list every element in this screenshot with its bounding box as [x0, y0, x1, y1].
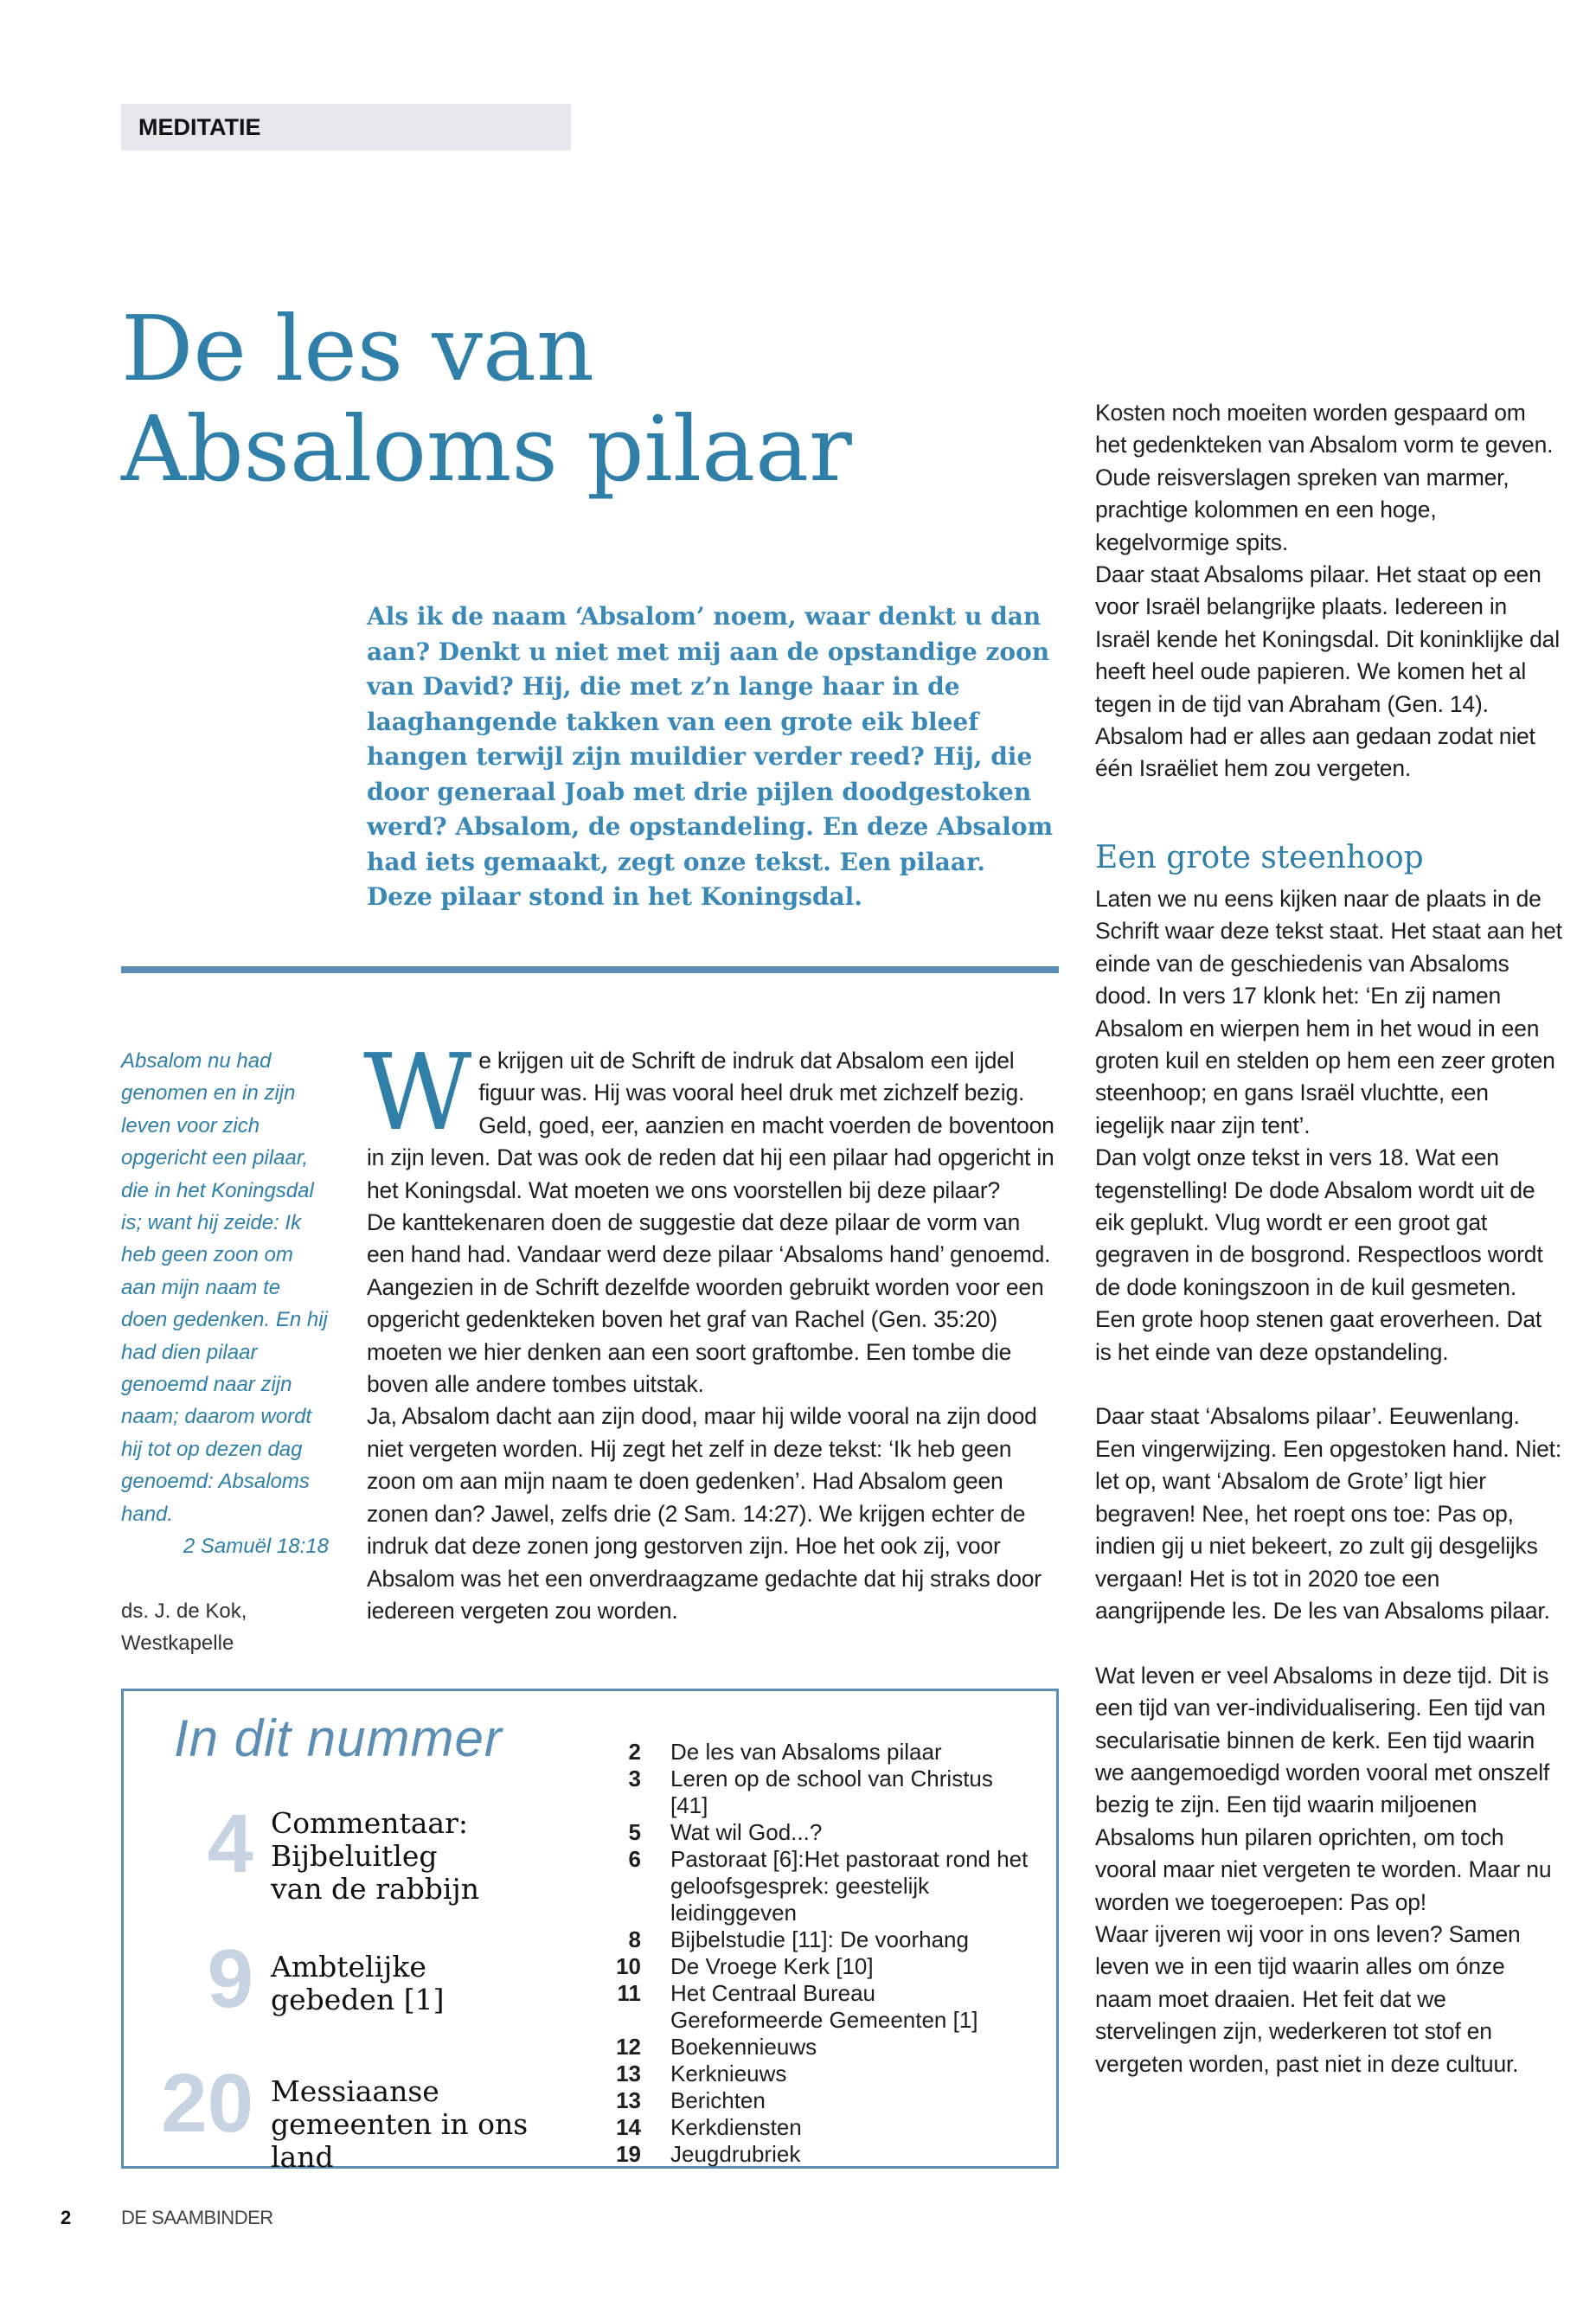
- feature-title: [271, 1807, 591, 1906]
- toc-item-title: Boekennieuws: [670, 2034, 817, 2060]
- toc-item-page: 13: [616, 2061, 641, 2086]
- lead-paragraph: Als ik de naam ‘Absalom’ noem, waar denkt u dan aan? Denkt u niet met mij aan de opstandige zoon van David? Hij, die met z’n lange haar in de laaghangende takken van een grote eik bleef hangen terwijl zijn muildier verder reed? Hij, die door generaal Joab met drie pijlen doodgestoken werd? Absalom, de opstandeling. En deze Absalom had iets gemaakt, zegt onze tekst. Een pilaar. Deze pilaar stond in het Koningsdal.: [367, 602, 1054, 911]
- toc-item[interactable]: [591, 1846, 1032, 1926]
- body-paragraph: Waar ijveren wij voor in ons leven? Samen leven we in een tijd waarin alles om ónze naam moet draaien. Het feit dat we stervelingen zijn, wederkeren tot stof en vergeten worden, past niet in deze cultuur.: [1095, 1920, 1521, 2077]
- drop-cap: W: [363, 1031, 472, 1154]
- toc-item-title: Leren op de school van Christus [41]: [670, 1766, 993, 1818]
- toc-item-title: Jeugdrubriek: [670, 2141, 801, 2167]
- toc-item-page: 13: [616, 2087, 641, 2113]
- body-column-right-top: [1095, 397, 1562, 785]
- toc-item[interactable]: [591, 2141, 1032, 2168]
- author-name: ds. J. de Kok,: [121, 1599, 247, 1623]
- toc-item[interactable]: [591, 2034, 1032, 2061]
- feature-title-line: gemeenten in ons land: [271, 2107, 529, 2174]
- footer-page-number: 2: [61, 2207, 72, 2228]
- toc-item-page: 2: [628, 1739, 641, 1765]
- toc-item[interactable]: [591, 1953, 1032, 1980]
- feature-title: [271, 1951, 591, 2016]
- toc-item[interactable]: [591, 1819, 1032, 1846]
- body-paragraph: Kosten noch moeiten worden gespaard om het gedenkteken van Absalom vorm te geven. Oude reisverslagen spreken van marmer, prachtige kolommen en een hoge, kegelvormige spits.: [1095, 400, 1554, 555]
- feature-title-line: van de rabbijn: [271, 1872, 479, 1906]
- title-line-2: Absaloms pilaar: [121, 396, 852, 502]
- toc-item-page: 8: [628, 1926, 641, 1952]
- toc-item-page: 3: [628, 1766, 641, 1791]
- toc-item-title: Berichten: [670, 2087, 766, 2113]
- quote-text: Absalom nu had genomen en in zijn leven voor zich opgericht een pilaar, die in het Koningsdal is; want hij zeide: Ik heb geen zoon om aan mijn naam te doen gedenken. En hij had dien pilaar genoemd naar zijn naam; daarom wordt hij tot op dezen dag genoemd: Absaloms hand.: [121, 1049, 328, 1526]
- toc-item[interactable]: [591, 1980, 1032, 2034]
- toc-item-title: Kerkdiensten: [670, 2114, 802, 2140]
- toc-item[interactable]: [591, 2061, 1032, 2087]
- toc-item-title: De Vroege Kerk [10]: [670, 1953, 874, 1979]
- toc-item-page: 12: [616, 2034, 641, 2060]
- quote-reference: 2 Samuël 18:18: [183, 1535, 329, 1559]
- toc-item-page: 19: [616, 2141, 641, 2167]
- toc-item-title: De les van Absaloms pilaar: [670, 1739, 942, 1765]
- author-byline: [121, 1595, 329, 1660]
- body-paragraph: Laten we nu eens kijken naar de plaats in de Schrift waar deze tekst staat. Het staat aan het einde van de geschiedenis van Absaloms dood. In vers 17 klonk het: ‘En zij namen Absalom en wierpen hem in het woud in een groten kuil en stelden op hem een zeer groten steenhoop; en gans Israël vluchtte, een iegelijk naar zijn tent’.: [1095, 886, 1562, 1138]
- toc-item-page: 14: [616, 2114, 641, 2140]
- feature-page-number: 20: [161, 2057, 253, 2150]
- subheading: Een grote steenhoop: [1095, 840, 1424, 875]
- toc-item-page: 5: [628, 1819, 641, 1845]
- feature-title-line: Bijbeluitleg: [271, 1839, 438, 1873]
- feature-page-number: 4: [207, 1798, 253, 1890]
- feature-title-line: Messiaanse: [271, 2074, 439, 2108]
- toc-item[interactable]: [591, 2087, 1032, 2114]
- toc-item-title: Wat wil God...?: [670, 1819, 823, 1845]
- toc-item-title: Pastoraat [6]:Het pastoraat rond het geloofsgesprek: geestelijk leidinggeven: [670, 1846, 1029, 1926]
- body-column-right: [1095, 883, 1562, 2080]
- toc-feature[interactable]: [139, 1932, 589, 2027]
- toc-feature[interactable]: [139, 1797, 589, 1906]
- toc-item-page: 11: [617, 1980, 641, 2006]
- body-paragraph: e krijgen uit de Schrift de indruk dat Absalom een ijdel figuur was. Hij was vooral heel druk met zichzelf bezig. Geld, goed, eer, aanzien en macht voerden de boventoon in zijn leven. Dat was ook de reden dat hij een pilaar had opgericht in het Koningsdal. Wat moeten we ons voorstellen bij deze pilaar?: [367, 1048, 1054, 1203]
- toc-item[interactable]: [591, 1926, 1032, 1953]
- feature-title: [271, 2075, 591, 2174]
- table-of-contents: [121, 1689, 1059, 2174]
- feature-page-number: 9: [207, 1932, 253, 2025]
- divider-rule: [121, 966, 1059, 973]
- toc-item[interactable]: [591, 2114, 1032, 2141]
- footer-magazine-name: DE SAAMBINDER: [121, 2207, 273, 2228]
- toc-item-page: 6: [628, 1846, 641, 1872]
- body-paragraph: Dan volgt onze tekst in vers 18. Wat een tegenstelling! De dode Absalom wordt uit de eik geplukt. Vlug wordt er een groot gat gegraven in de bosgrond. Respectloos wordt de dode koningszoon in de kuil gesmeten. Een grote hoop stenen gaat eroverheen. Dat is het einde van deze opstandeling.: [1095, 1144, 1543, 1365]
- toc-item[interactable]: [591, 1739, 1032, 1766]
- toc-feature[interactable]: [139, 2056, 589, 2174]
- scripture-quote: [121, 1045, 329, 1563]
- toc-item-title: Kerknieuws: [670, 2061, 787, 2086]
- toc-item[interactable]: [591, 1766, 1032, 1819]
- section-tag: MEDITATIE: [121, 104, 571, 151]
- toc-item-title: Bijbelstudie [11]: De voorhang: [670, 1926, 969, 1952]
- toc-list: [591, 1739, 1032, 2168]
- article-title: [121, 296, 1038, 502]
- feature-title-line: gebeden [1]: [271, 1983, 445, 2016]
- feature-title-line: Commentaar:: [271, 1806, 468, 1840]
- body-paragraph: De kanttekenaren doen de suggestie dat deze pilaar de vorm van een hand had. Vandaar werd deze pilaar ‘Absaloms hand’ genoemd. Aangezien in de Schrift dezelfde woorden gebruikt worden voor een opgericht gedenkteken boven het graf van Rachel (Gen. 35:20) moeten we hier denken aan een soort graftombe. Een tombe die boven alle andere tombes uitstak.: [367, 1209, 1051, 1398]
- toc-item-page: 10: [616, 1953, 641, 1979]
- body-paragraph: Ja, Absalom dacht aan zijn dood, maar hij wilde vooral na zijn dood niet vergeten worden. Hij zegt het zelf in deze tekst: ‘Ik heb geen zoon om aan mijn naam te doen gedenken’. Had Absalom geen zonen dan? Jawel, zelfs drie (2 Sam. 14:27). We krijgen echter de indruk dat deze zonen jong gestorven zijn. Hoe het ook zij, voor Absalom was het een onverdraagzame gedachte dat hij straks door iedereen vergeten zou worden.: [367, 1403, 1042, 1624]
- body-paragraph: Wat leven er veel Absaloms in deze tijd. Dit is een tijd van ver-individualisering. Een tijd van secularisatie binnen de kerk. Een tijd waarin we aangemoedigd worden vooral met onszelf bezig te zijn. Een tijd waarin miljoenen Absaloms hun pilaren oprichten, om toch vooral maar niet vergeten te worden. Maar nu worden we toegeroepen: Pas op!: [1095, 1662, 1552, 1915]
- author-place: Westkapelle: [121, 1631, 234, 1656]
- body-paragraph: Daar staat ‘Absaloms pilaar’. Eeuwenlang. Een vingerwijzing. Een opgestoken hand. Niet: let op, want ‘Absalom de Grote’ ligt hier begraven! Nee, het roept ons toe: Pas op, indien gij u niet bekeert, zo zult gij desgelijks vergaan! Het is tot in 2020 toe een aangrijpende les. De les van Absaloms pilaar.: [1095, 1403, 1562, 1624]
- toc-item-title: Het Centraal Bureau Gereformeerde Gemeenten [1]: [670, 1980, 978, 2033]
- title-line-1: De les van: [121, 296, 594, 401]
- toc-title: In dit nummer: [174, 1709, 503, 1767]
- body-paragraph: Daar staat Absaloms pilaar. Het staat op een voor Israël belangrijke plaats. Iedereen in Israël kende het Koningsdal. Dit koninklijke dal heeft heel oude papieren. We komen het al tegen in de tijd van Abraham (Gen. 14). Absalom had er alles aan gedaan zodat niet één Israëliet hem zou vergeten.: [1095, 561, 1560, 782]
- feature-title-line: Ambtelijke: [271, 1950, 426, 1984]
- body-column-middle: [363, 1031, 1059, 1627]
